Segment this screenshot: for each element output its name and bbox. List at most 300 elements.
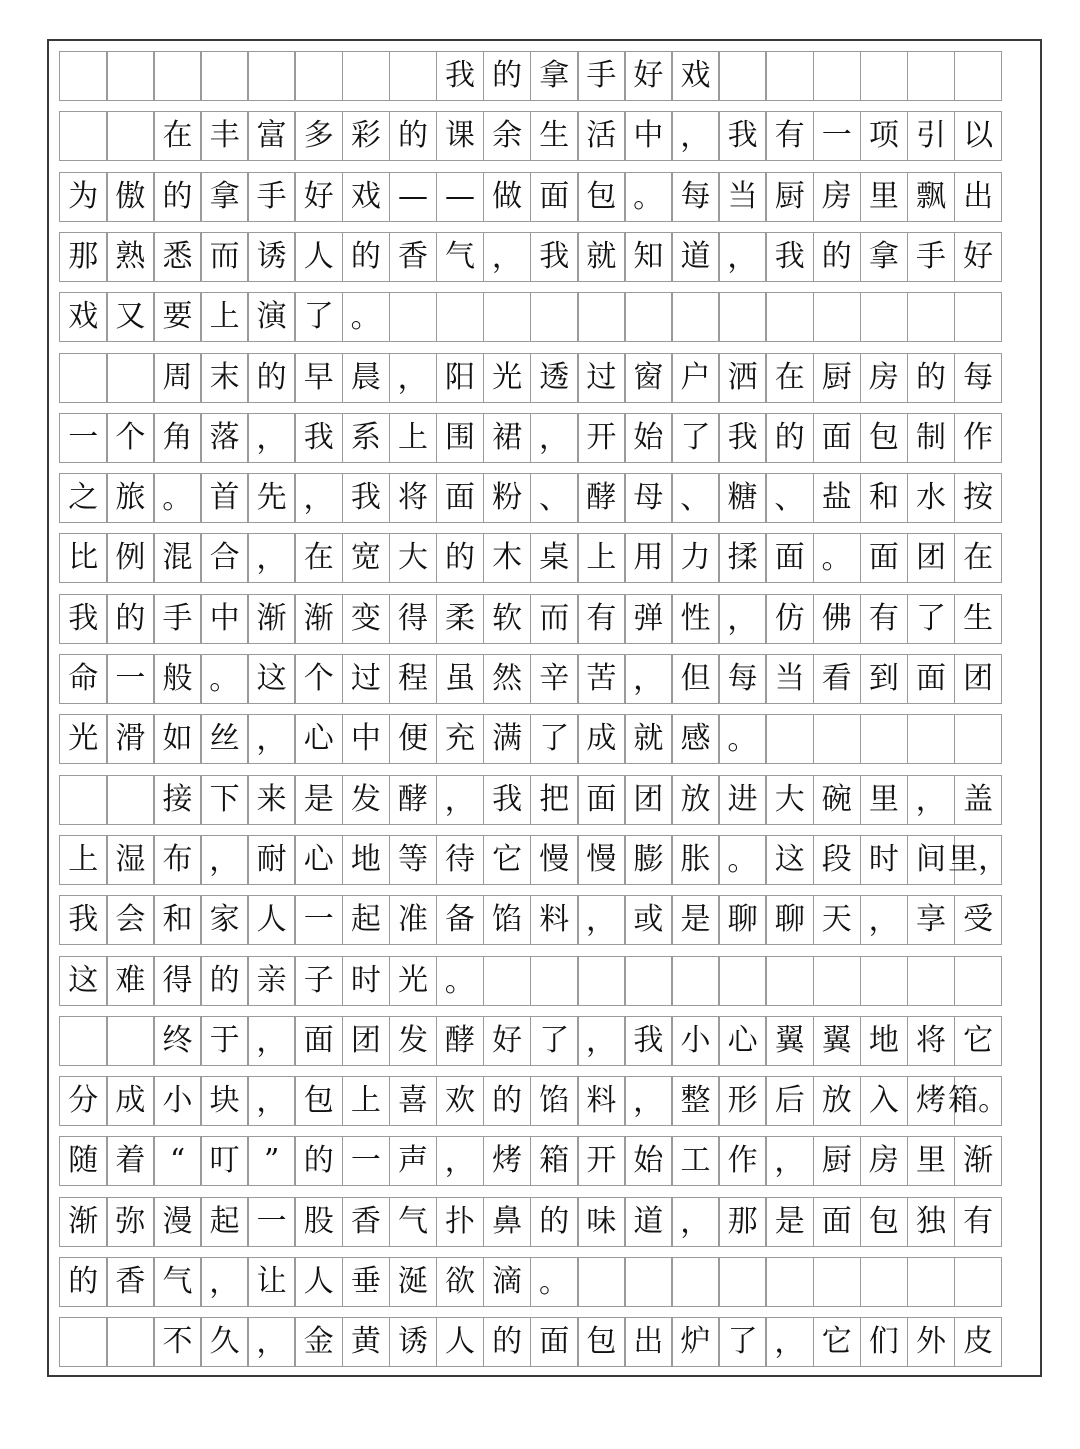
grid-cell: 。	[718, 835, 767, 885]
grid-cell: 大	[389, 533, 438, 583]
grid-cell: 窗	[624, 353, 673, 403]
grid-cell: 。	[813, 533, 862, 583]
grid-cell	[483, 956, 532, 1006]
grid-cell: 团	[954, 654, 1003, 704]
grid-cell	[954, 51, 1003, 101]
grid-cell: 面	[907, 654, 956, 704]
grid-cell: 这	[247, 654, 296, 704]
grid-cell: 我	[624, 1016, 673, 1066]
grid-cell: 系	[342, 413, 391, 463]
grid-cell: 鼻	[483, 1197, 532, 1247]
grid-cell: ，	[907, 775, 956, 825]
grid-cell: 聊	[718, 895, 767, 945]
grid-cell: 入	[860, 1076, 909, 1126]
grid-cell: 富	[247, 111, 296, 161]
grid-cell	[813, 714, 862, 764]
grid-cell: 好	[624, 51, 673, 101]
grid-cell: ，	[389, 353, 438, 403]
grid-row	[59, 1257, 1031, 1307]
grid-cell: 好	[294, 172, 343, 222]
grid-cell: 个	[294, 654, 343, 704]
grid-cell: 般	[153, 654, 202, 704]
grid-cell: 光	[483, 353, 532, 403]
grid-cell: 等	[389, 835, 438, 885]
grid-cell: 块	[200, 1076, 249, 1126]
grid-cell: ，	[200, 835, 249, 885]
grid-cell	[106, 775, 155, 825]
grid-cell: 光	[59, 714, 108, 764]
grid-cell: 。	[530, 1257, 579, 1307]
grid-cell: 的	[436, 533, 485, 583]
grid-cell	[577, 1257, 626, 1307]
grid-cell	[860, 1257, 909, 1307]
grid-cell: 力	[671, 533, 720, 583]
grid-cell: 烤	[483, 1136, 532, 1186]
grid-cell: 。	[624, 172, 673, 222]
grid-cell: —	[389, 172, 438, 222]
grid-cell: 渐	[294, 594, 343, 644]
grid-row	[59, 594, 1031, 644]
grid-cell: 、	[671, 473, 720, 523]
grid-cell: 起	[342, 895, 391, 945]
grid-cell: 例	[106, 533, 155, 583]
grid-cell: 房	[813, 172, 862, 222]
grid-cell: 地	[860, 1016, 909, 1066]
grid-cell: 是	[765, 1197, 814, 1247]
grid-cell: 的	[200, 956, 249, 1006]
grid-row	[59, 1076, 1031, 1126]
grid-cell: 小	[671, 1016, 720, 1066]
grid-cell: 是	[294, 775, 343, 825]
grid-cell: 段	[813, 835, 862, 885]
grid-cell	[59, 51, 108, 101]
grid-cell: 而	[200, 232, 249, 282]
grid-cell: 满	[483, 714, 532, 764]
grid-cell	[813, 1257, 862, 1307]
grid-cell: 烤	[907, 1076, 956, 1126]
grid-cell: 箱	[530, 1136, 579, 1186]
grid-cell: 在	[153, 111, 202, 161]
grid-cell: 有	[860, 594, 909, 644]
grid-cell: 木	[483, 533, 532, 583]
grid-cell: 和	[153, 895, 202, 945]
grid-cell: 的	[153, 172, 202, 222]
grid-cell: 它	[954, 1016, 1003, 1066]
grid-cell: 母	[624, 473, 673, 523]
grid-cell: 仿	[765, 594, 814, 644]
grid-cell	[389, 292, 438, 342]
grid-cell: 包	[860, 413, 909, 463]
grid-cell: 生	[954, 594, 1003, 644]
grid-cell: 感	[671, 714, 720, 764]
grid-cell	[577, 956, 626, 1006]
grid-cell	[59, 353, 108, 403]
grid-cell: ，	[577, 1016, 626, 1066]
grid-cell: 布	[153, 835, 202, 885]
grid-cell: 课	[436, 111, 485, 161]
grid-cell: 的	[483, 1317, 532, 1367]
grid-cell: 当	[765, 654, 814, 704]
grid-cell: 房	[860, 1136, 909, 1186]
grid-cell: 戏	[342, 172, 391, 222]
grid-row	[59, 835, 1031, 885]
grid-cell: 、	[765, 473, 814, 523]
grid-cell: 每	[718, 654, 767, 704]
grid-cell: 每	[954, 353, 1003, 403]
grid-cell: 形	[718, 1076, 767, 1126]
grid-cell: 随	[59, 1136, 108, 1186]
grid-cell: 充	[436, 714, 485, 764]
grid-cell: 但	[671, 654, 720, 704]
grid-cell: 金	[294, 1317, 343, 1367]
grid-cell: 我	[765, 232, 814, 282]
grid-cell: 开	[577, 413, 626, 463]
grid-cell: ，	[765, 1136, 814, 1186]
grid-cell: 翼	[765, 1016, 814, 1066]
grid-cell	[294, 51, 343, 101]
grid-cell: 了	[718, 1317, 767, 1367]
grid-cell: 用	[624, 533, 673, 583]
grid-cell	[907, 1257, 956, 1307]
grid-cell: 着	[106, 1136, 155, 1186]
grid-cell	[765, 1257, 814, 1307]
grid-cell: 或	[624, 895, 673, 945]
grid-cell: 一	[342, 1136, 391, 1186]
grid-cell	[765, 956, 814, 1006]
grid-cell: 胀	[671, 835, 720, 885]
grid-row	[59, 413, 1031, 463]
grid-cell: 手	[247, 172, 296, 222]
grid-cell: 面	[530, 172, 579, 222]
grid-cell: 变	[342, 594, 391, 644]
grid-cell: 。	[153, 473, 202, 523]
grid-cell	[765, 714, 814, 764]
grid-cell: 小	[153, 1076, 202, 1126]
grid-cell: 垂	[342, 1257, 391, 1307]
grid-cell: 厨	[813, 353, 862, 403]
grid-cell: 出	[624, 1317, 673, 1367]
grid-cell: 虽	[436, 654, 485, 704]
grid-cell: 当	[718, 172, 767, 222]
grid-cell: 将	[907, 1016, 956, 1066]
grid-cell: ，	[624, 1076, 673, 1126]
grid-cell: 。	[436, 956, 485, 1006]
grid-cell: 我	[59, 594, 108, 644]
grid-cell: 湿	[106, 835, 155, 885]
grid-cell: 放	[671, 775, 720, 825]
grid-cell: 碗	[813, 775, 862, 825]
grid-cell: 了	[530, 714, 579, 764]
grid-cell: 滑	[106, 714, 155, 764]
grid-cell: 引	[907, 111, 956, 161]
grid-cell: 户	[671, 353, 720, 403]
grid-cell: 渐	[59, 1197, 108, 1247]
grid-cell: 彩	[342, 111, 391, 161]
grid-row	[59, 1197, 1031, 1247]
grid-cell: 上	[389, 413, 438, 463]
grid-cell: 在	[954, 533, 1003, 583]
grid-cell: 作	[718, 1136, 767, 1186]
grid-cell: 亲	[247, 956, 296, 1006]
grid-cell: 子	[294, 956, 343, 1006]
grid-row	[59, 533, 1031, 583]
grid-cell: 面	[813, 413, 862, 463]
grid-cell: 是	[671, 895, 720, 945]
grid-cell: 箱。	[954, 1076, 1003, 1126]
grid-cell: 面	[294, 1016, 343, 1066]
grid-cell	[860, 292, 909, 342]
grid-cell	[907, 51, 956, 101]
grid-cell: 落	[200, 413, 249, 463]
grid-cell: 厨	[813, 1136, 862, 1186]
grid-cell: 丝	[200, 714, 249, 764]
grid-cell: 糖	[718, 473, 767, 523]
grid-cell: 香	[389, 232, 438, 282]
grid-cell: 丰	[200, 111, 249, 161]
grid-cell: 的	[483, 1076, 532, 1126]
grid-cell: 面	[813, 1197, 862, 1247]
grid-cell: 中	[342, 714, 391, 764]
grid-cell: ，	[624, 654, 673, 704]
grid-cell: 角	[153, 413, 202, 463]
grid-cell	[59, 775, 108, 825]
grid-cell	[765, 51, 814, 101]
grid-cell	[671, 292, 720, 342]
grid-cell	[342, 51, 391, 101]
grid-cell	[954, 292, 1003, 342]
grid-row	[59, 473, 1031, 523]
grid-cell: 我	[59, 895, 108, 945]
grid-cell: 柔	[436, 594, 485, 644]
grid-cell: 里	[860, 775, 909, 825]
grid-cell: 中	[200, 594, 249, 644]
grid-cell: 独	[907, 1197, 956, 1247]
grid-cell: 渐	[247, 594, 296, 644]
grid-cell: 扑	[436, 1197, 485, 1247]
grid-cell: 慢	[577, 835, 626, 885]
grid-cell: 悉	[153, 232, 202, 282]
grid-cell: 房	[860, 353, 909, 403]
grid-cell	[106, 111, 155, 161]
grid-cell: 一	[294, 895, 343, 945]
grid-cell: 就	[577, 232, 626, 282]
grid-cell	[59, 1016, 108, 1066]
grid-cell	[106, 1016, 155, 1066]
grid-cell: 弹	[624, 594, 673, 644]
grid-cell	[153, 51, 202, 101]
grid-row	[59, 895, 1031, 945]
grid-cell: 生	[530, 111, 579, 161]
grid-cell: 裙	[483, 413, 532, 463]
grid-cell: 的	[483, 51, 532, 101]
grid-cell: 慢	[530, 835, 579, 885]
grid-cell: 制	[907, 413, 956, 463]
grid-cell: 外	[907, 1317, 956, 1367]
grid-cell: 熟	[106, 232, 155, 282]
grid-cell	[247, 51, 296, 101]
grid-cell: 飘	[907, 172, 956, 222]
grid-cell: 喜	[389, 1076, 438, 1126]
grid-cell	[577, 292, 626, 342]
grid-cell: 苦	[577, 654, 626, 704]
grid-cell: 出	[954, 172, 1003, 222]
grid-cell: 命	[59, 654, 108, 704]
grid-cell	[954, 714, 1003, 764]
grid-cell: 黄	[342, 1317, 391, 1367]
grid-cell	[718, 292, 767, 342]
grid-cell: 知	[624, 232, 673, 282]
grid-cell: 拿	[200, 172, 249, 222]
grid-cell: 个	[106, 413, 155, 463]
grid-cell: 然	[483, 654, 532, 704]
grid-cell: 工	[671, 1136, 720, 1186]
grid-cell: 包	[577, 1317, 626, 1367]
grid-cell: 就	[624, 714, 673, 764]
grid-cell: 开	[577, 1136, 626, 1186]
grid-cell	[907, 956, 956, 1006]
grid-cell: 声	[389, 1136, 438, 1186]
grid-cell: 股	[294, 1197, 343, 1247]
grid-cell: 这	[59, 956, 108, 1006]
grid-cell: 香	[342, 1197, 391, 1247]
grid-cell: 旅	[106, 473, 155, 523]
grid-cell: —	[436, 172, 485, 222]
grid-cell: 辛	[530, 654, 579, 704]
grid-cell: 一	[106, 654, 155, 704]
grid-cell: 而	[530, 594, 579, 644]
grid-cell	[954, 956, 1003, 1006]
grid-cell: 间	[907, 835, 956, 885]
grid-cell: 备	[436, 895, 485, 945]
grid-cell: 时	[342, 956, 391, 1006]
grid-cell: ，	[671, 111, 720, 161]
grid-cell: 人	[294, 1257, 343, 1307]
grid-cell: 气	[436, 232, 485, 282]
grid-cell: 我	[483, 775, 532, 825]
grid-cell	[860, 956, 909, 1006]
grid-cell: 那	[718, 1197, 767, 1247]
grid-row	[59, 775, 1031, 825]
grid-cell: 弥	[106, 1197, 155, 1247]
grid-cell: 将	[389, 473, 438, 523]
grid-cell: 的	[247, 353, 296, 403]
grid-cell: 道	[671, 232, 720, 282]
grid-cell: 待	[436, 835, 485, 885]
grid-row	[59, 1016, 1031, 1066]
grid-cell: 的	[765, 413, 814, 463]
grid-cell: ，	[671, 1197, 720, 1247]
grid-cell: 一	[59, 413, 108, 463]
grid-cell: ，	[247, 1317, 296, 1367]
grid-cell: 有	[577, 594, 626, 644]
grid-cell: ，	[436, 775, 485, 825]
grid-row	[59, 714, 1031, 764]
grid-cell: ，	[247, 413, 296, 463]
grid-cell: 气	[153, 1257, 202, 1307]
grid-cell: 戏	[59, 292, 108, 342]
grid-cell: 它	[483, 835, 532, 885]
grid-cell: 上	[200, 292, 249, 342]
grid-cell: 后	[765, 1076, 814, 1126]
grid-cell: 有	[765, 111, 814, 161]
grid-cell: 看	[813, 654, 862, 704]
grid-cell: 道	[624, 1197, 673, 1247]
grid-cell: “	[153, 1136, 202, 1186]
grid-cell: 好	[954, 232, 1003, 282]
grid-cell: 透	[530, 353, 579, 403]
grid-cell: 中	[624, 111, 673, 161]
grid-cell: 比	[59, 533, 108, 583]
grid-cell: 馅	[530, 1076, 579, 1126]
grid-cell: 这	[765, 835, 814, 885]
grid-cell: 那	[59, 232, 108, 282]
grid-cell: 的	[813, 232, 862, 282]
grid-cell: 的	[389, 111, 438, 161]
grid-cell: 料	[577, 1076, 626, 1126]
grid-cell: 天	[813, 895, 862, 945]
grid-cell	[59, 111, 108, 161]
grid-cell: 里	[907, 1136, 956, 1186]
grid-cell: 包	[860, 1197, 909, 1247]
grid-cell: 始	[624, 1136, 673, 1186]
grid-cell: 以	[954, 111, 1003, 161]
grid-cell: 让	[247, 1257, 296, 1307]
grid-cell: 便	[389, 714, 438, 764]
grid-cell: 把	[530, 775, 579, 825]
grid-cell	[813, 956, 862, 1006]
grid-cell: 桌	[530, 533, 579, 583]
grid-row	[59, 292, 1031, 342]
grid-cell: 香	[106, 1257, 155, 1307]
grid-cell: ，	[247, 1076, 296, 1126]
grid-cell: ，	[247, 1016, 296, 1066]
grid-row	[59, 1317, 1031, 1367]
grid-cell: 多	[294, 111, 343, 161]
grid-cell: 之	[59, 473, 108, 523]
grid-cell	[483, 292, 532, 342]
grid-cell: ，	[294, 473, 343, 523]
grid-row	[59, 654, 1031, 704]
grid-cell	[106, 1317, 155, 1367]
grid-cell: 手	[577, 51, 626, 101]
grid-cell: 家	[200, 895, 249, 945]
grid-cell: ，	[483, 232, 532, 282]
grid-cell: 诱	[389, 1317, 438, 1367]
grid-cell: 翼	[813, 1016, 862, 1066]
grid-cell: 大	[765, 775, 814, 825]
grid-cell: ，	[247, 533, 296, 583]
grid-cell	[718, 1257, 767, 1307]
grid-cell: 人	[294, 232, 343, 282]
grid-cell: 们	[860, 1317, 909, 1367]
grid-cell: 过	[342, 654, 391, 704]
grid-cell: 团	[624, 775, 673, 825]
grid-cell: 面	[860, 533, 909, 583]
essay-paper	[47, 39, 1042, 1377]
grid-cell: 先	[247, 473, 296, 523]
grid-cell	[530, 956, 579, 1006]
grid-cell: 叮	[200, 1136, 249, 1186]
grid-cell: ，	[530, 413, 579, 463]
grid-cell: 渐	[954, 1136, 1003, 1186]
grid-row	[59, 172, 1031, 222]
grid-cell: 我	[718, 111, 767, 161]
grid-cell: 料	[530, 895, 579, 945]
grid-cell: 早	[294, 353, 343, 403]
grid-cell: ，	[860, 895, 909, 945]
grid-cell: 膨	[624, 835, 673, 885]
grid-cell: 我	[718, 413, 767, 463]
